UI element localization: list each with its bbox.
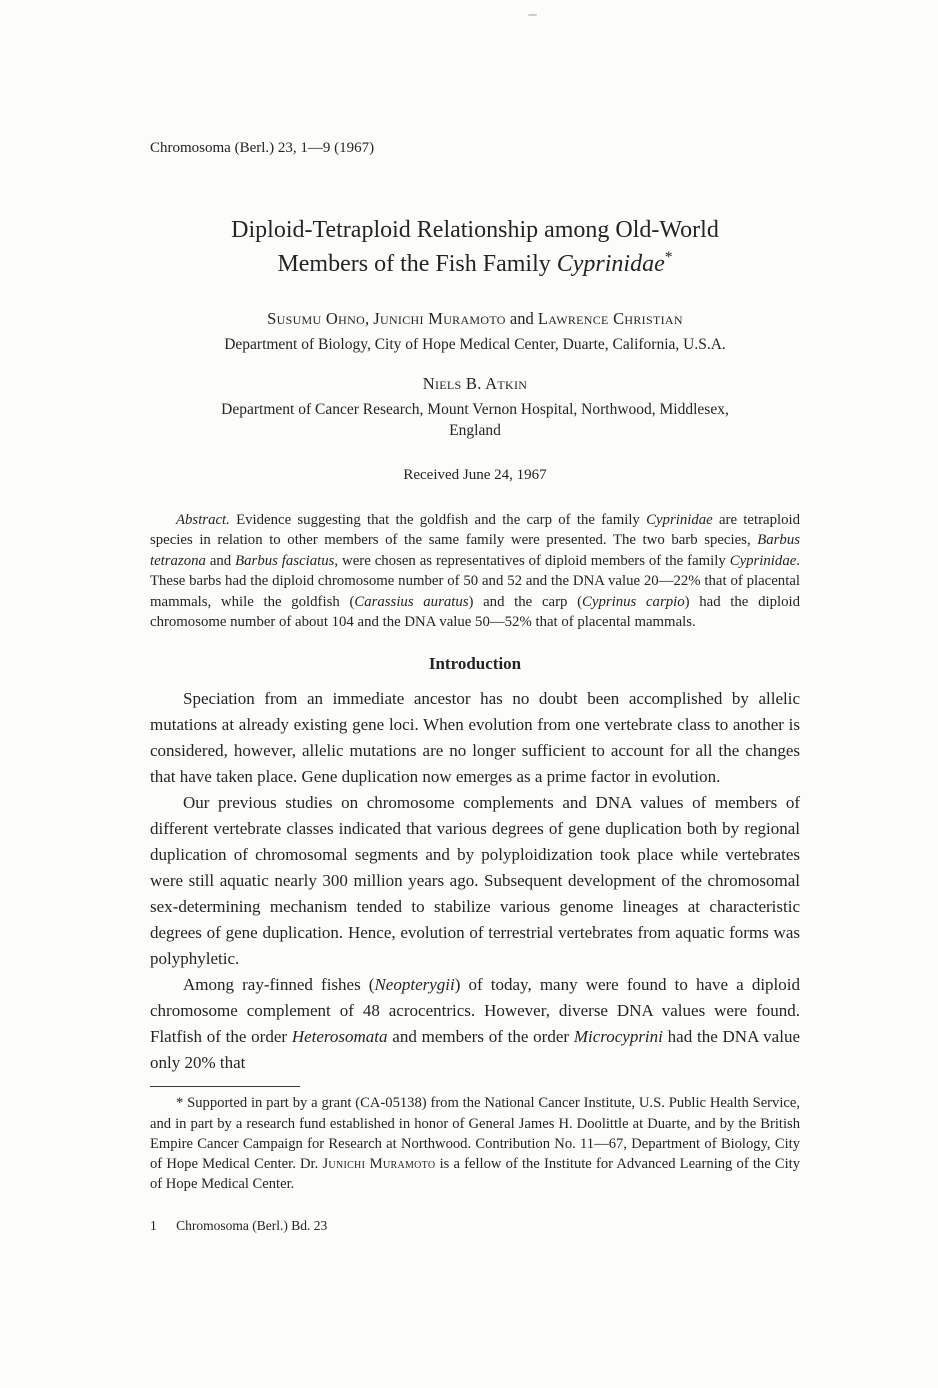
abstract-paragraph: Abstract. Evidence suggesting that the goldfish and the carp of the family Cyprinidae are tetraploid species in relation to other members of the same family were presented. The two barb species, Barbus tetrazona and Barbus fasciatus, were chosen as representatives of diploid members of the family Cyprinidae. These barbs had the diploid chromosome number of 50 and 52 and the DNA value 20—22% that of placental mammals, while the goldfish (Carassius auratus) and the carp (Cyprinus carpio) had the diploid chromosome number of about 104 and the DNA value 50—52% that of placental mammals. [150,512,801,631]
affiliation-cancer-research-line1: Department of Cancer Research, Mount Vernon Hospital, Northwood, Middlesex, [221,401,729,418]
intro-paragraph-2: Our previous studies on chromosome complements and DNA values of members of different vertebrate classes indicated that various degrees of gene duplication both by regional duplication of chromosomal segments and by polyploidization took place while vertebrates were still aquatic nearly 300 million years ago. Subsequent development of the chromosomal sex-determining mechanism tended to stabilize various genome lineages at characteristic degrees of gene duplication. Hence, evolution of terrestrial vertebrates from aquatic forms was polyphyletic. [150,793,800,969]
footnote-text: * Supported in part by a grant (CA-05138) from the National Cancer Institute, U.S. Public Health Service, and in part by a research fund established in honor of General James H. Doolittle at Duarte, and by the British Empire Cancer Campaign for Research at Northwood. Contribution No. 11—67, Department of Biology, City of Hope Medical Center. Dr. Junichi Muramoto is a fellow of the Institute for Advanced Learning of the City of Hope Medical Center. [150,1095,800,1193]
affiliation-cancer-research [150,399,800,441]
footer-journal-ref: Chromosoma (Berl.) Bd. 23 [176,1218,328,1234]
article-title-line1: Diploid-Tetraploid Relationship among Old-World [231,217,719,243]
authors-line: Susumu Ohno, Junichi Muramoto and Lawrence Christian [267,309,683,328]
page-content [150,0,800,1234]
footnote-divider [150,1086,300,1087]
signature-number: 1 [150,1218,157,1234]
author-atkin: Niels B. Atkin [422,374,528,393]
affiliation-biology: Department of Biology, City of Hope Medical Center, Duarte, California, U.S.A. [224,336,726,353]
received-date: Received June 24, 1967 [403,467,547,483]
article-title [150,213,800,281]
scan-artifact [528,14,537,16]
section-heading-introduction: Introduction [428,654,522,674]
intro-paragraph-3: Among ray-finned fishes (Neopterygii) of today, many were found to have a diploid chromosome complement of 48 acrocentrics. However, diverse DNA values were found. Flatfish of the order Heterosomata and members of the order Microcyprini had the DNA value only 20% that [150,975,800,1073]
affiliation-cancer-research-line2: England [449,422,501,439]
article-title-line2: Members of the Fish Family Cyprinidae* [277,249,673,277]
journal-citation: Chromosoma (Berl.) 23, 1—9 (1967) [150,140,375,156]
page-footer [150,1218,800,1234]
intro-paragraph-1: Speciation from an immediate ancestor has no doubt been accomplished by allelic mutations at already existing gene loci. When evolution from one vertebrate class to another is considered, however, allelic mutations are no longer sufficient to account for all the changes that have taken place. Gene duplication now emerges as a prime factor in evolution. [150,689,800,787]
